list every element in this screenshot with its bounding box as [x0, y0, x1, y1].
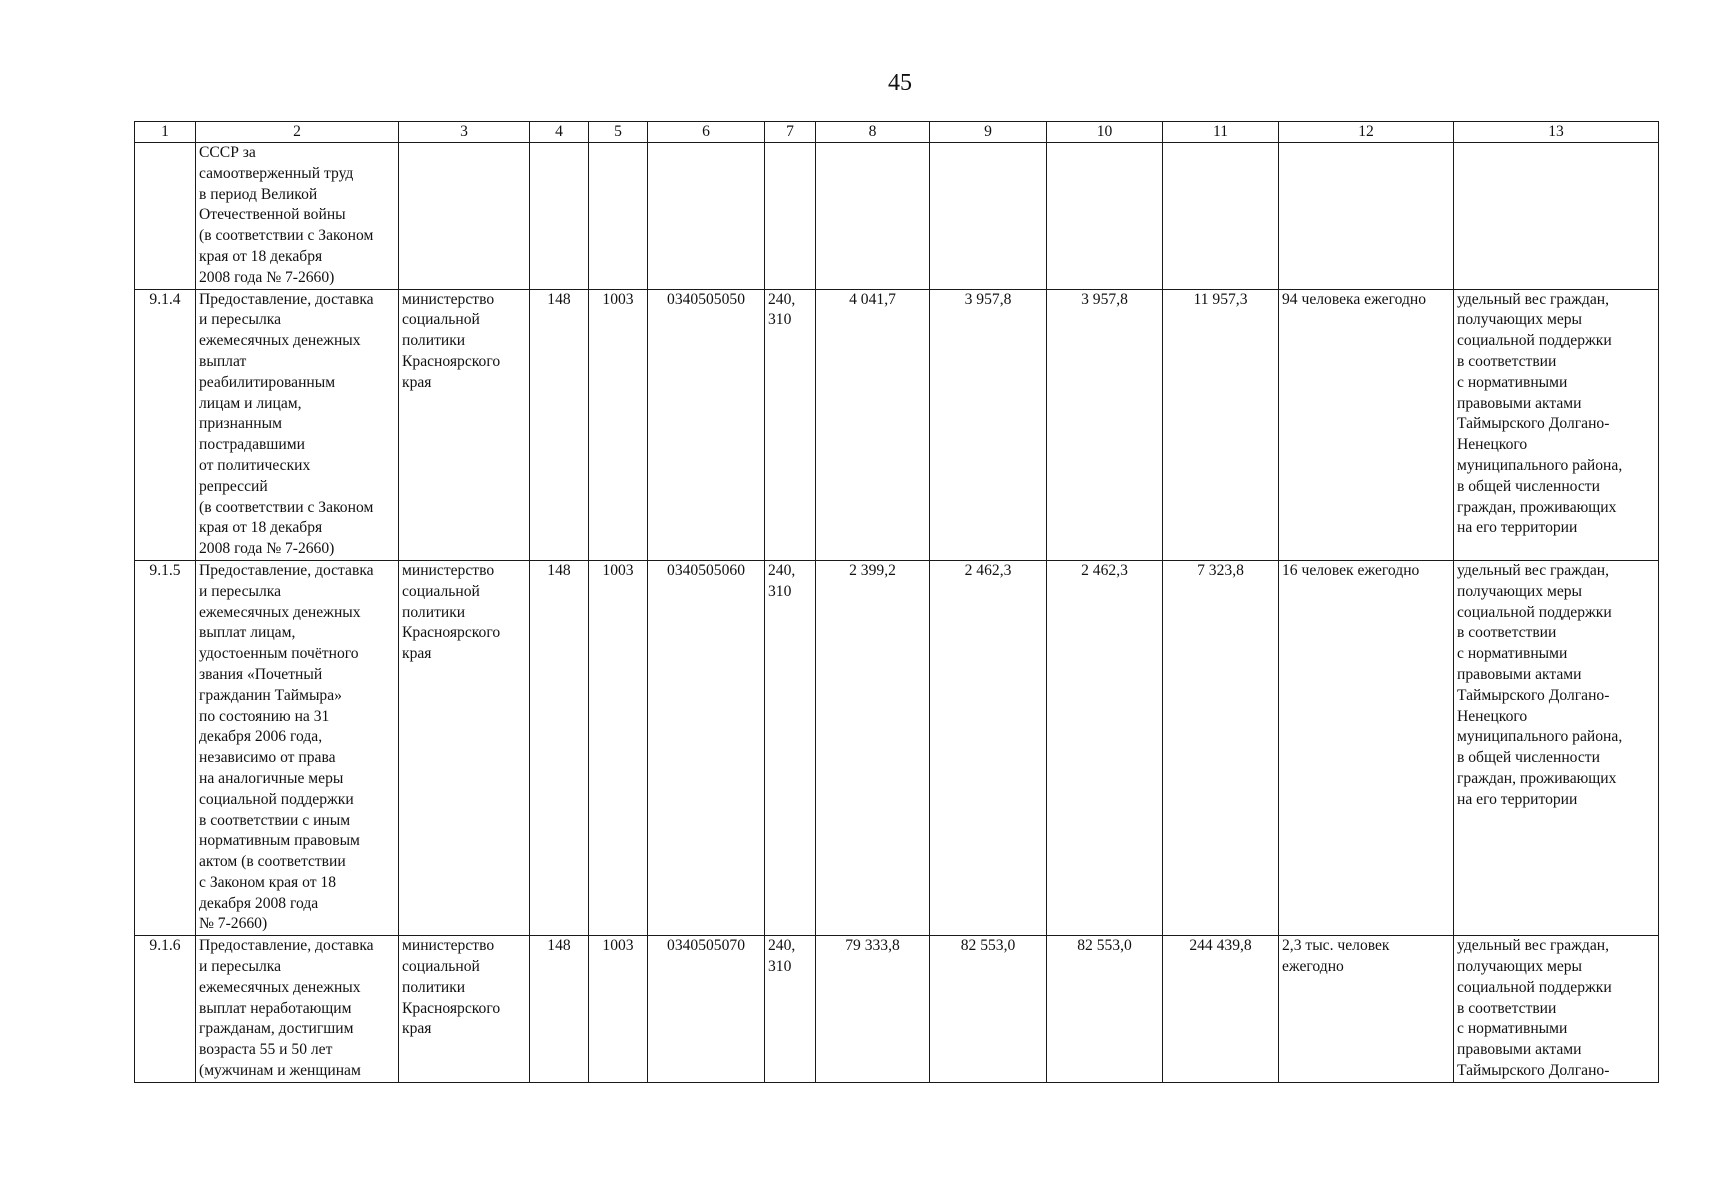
expense-type-cell-line: 240, [768, 290, 796, 308]
target-article-cell: 0340505060 [648, 560, 765, 935]
indicator-cell-line: с нормативными [1457, 645, 1568, 663]
page-number: 45 [888, 70, 912, 96]
executor-cell [399, 289, 530, 560]
measure-name-cell-line: 2008 года № 7-2660) [199, 540, 335, 558]
indicator-cell-line: Таймырского Долгано- [1457, 1062, 1610, 1080]
executor-cell-line: края [402, 645, 432, 663]
measure-name-cell-line: СССР за [199, 144, 256, 161]
measure-name-cell-line: Предоставление, доставка [199, 290, 374, 308]
measure-name-cell-line: признанным [199, 415, 282, 433]
executor-cell-line: министерство [402, 561, 495, 579]
indicator-cell-line: граждан, проживающих [1457, 498, 1617, 516]
measure-name-cell-line: края от 18 декабря [199, 519, 323, 537]
indicator-cell-line: получающих меры [1457, 311, 1583, 329]
executor-cell-line: Красноярского [402, 999, 501, 1017]
executor-cell-line: края [402, 373, 432, 391]
table-row [135, 560, 1659, 935]
section-code-cell [589, 143, 648, 290]
amount-total-cell: 244 439,8 [1163, 936, 1279, 1083]
amount-year1-cell: 4 041,7 [816, 289, 930, 560]
expected-result-cell [1279, 289, 1454, 560]
column-number-13: 13 [1454, 122, 1659, 143]
indicator-cell-line: получающих меры [1457, 582, 1583, 600]
expense-type-cell-line: 310 [768, 958, 792, 976]
executor-cell [399, 560, 530, 935]
item-number-cell [135, 143, 196, 290]
expense-type-cell [765, 289, 816, 560]
measure-name-cell-line: и пересылка [199, 582, 282, 600]
amount-year1-cell [816, 143, 930, 290]
indicator-cell-line: Таймырского Долгано- [1457, 415, 1610, 433]
measure-name-cell-line: с Законом края от 18 [199, 873, 337, 891]
executor-cell-line: политики [402, 603, 466, 621]
table-row [135, 289, 1659, 560]
expense-type-cell [765, 560, 816, 935]
section-code-cell: 1003 [589, 936, 648, 1083]
measure-name-cell-line: возраста 55 и 50 лет [199, 1041, 333, 1059]
amount-total-cell: 11 957,3 [1163, 289, 1279, 560]
amount-year1-cell: 2 399,2 [816, 560, 930, 935]
measure-name-cell [196, 560, 399, 935]
target-article-cell: 0340505070 [648, 936, 765, 1083]
measure-name-cell-line: лицам и лицам, [199, 394, 302, 412]
amount-year3-cell: 2 462,3 [1047, 560, 1163, 935]
indicator-cell-line: Ненецкого [1457, 707, 1528, 725]
measure-name-cell-line: декабря 2008 года [199, 894, 319, 912]
executor-cell-line: Красноярского [402, 624, 501, 642]
indicator-cell [1454, 560, 1659, 935]
measure-name-cell-line: ежемесячных денежных [199, 603, 361, 621]
table-row [135, 143, 1659, 290]
measure-name-cell-line: (в соответствии с Законом [199, 227, 374, 245]
indicator-cell-line: в соответствии [1457, 352, 1557, 370]
executor-cell-line: социальной [402, 958, 480, 976]
measure-name-cell [196, 143, 399, 290]
item-number-cell: 9.1.6 [135, 936, 196, 1083]
indicator-cell-line: на его территории [1457, 790, 1578, 808]
measure-name-cell-line: социальной поддержки [199, 790, 354, 808]
indicator-cell-line: получающих меры [1457, 958, 1583, 976]
column-number-3: 3 [399, 122, 530, 143]
amount-year2-cell: 82 553,0 [930, 936, 1047, 1083]
executor-cell [399, 936, 530, 1083]
measure-name-cell-line: декабря 2006 года, [199, 728, 323, 746]
expected-result-cell-line: 2,3 тыс. человек [1282, 937, 1390, 955]
measure-name-cell-line: независимо от права [199, 749, 336, 767]
amount-year3-cell: 3 957,8 [1047, 289, 1163, 560]
indicator-cell-line: в общей численности [1457, 477, 1600, 495]
indicator-cell-line: с нормативными [1457, 373, 1568, 391]
expected-result-cell [1279, 143, 1454, 290]
measure-name-cell-line: (в соответствии с Законом [199, 498, 374, 516]
expected-result-cell [1279, 936, 1454, 1083]
measure-name-cell-line: 2008 года № 7-2660) [199, 268, 335, 286]
item-number-cell: 9.1.4 [135, 289, 196, 560]
indicator-cell-line: правовыми актами [1457, 1041, 1582, 1059]
measure-name-cell-line: выплат лицам, [199, 624, 296, 642]
indicator-cell-line: удельный вес граждан, [1457, 937, 1610, 955]
expense-type-cell [765, 936, 816, 1083]
column-number-10: 10 [1047, 122, 1163, 143]
expense-type-cell [765, 143, 816, 290]
column-number-8: 8 [816, 122, 930, 143]
measure-name-cell-line: на аналогичные меры [199, 769, 344, 787]
measure-name-cell-line: нормативным правовым [199, 832, 360, 850]
table-body [135, 143, 1659, 1083]
measure-name-cell-line: гражданам, достигшим [199, 1020, 354, 1038]
measure-name-cell [196, 936, 399, 1083]
grbs-code-cell: 148 [530, 936, 589, 1083]
amount-total-cell: 7 323,8 [1163, 560, 1279, 935]
target-article-cell: 0340505050 [648, 289, 765, 560]
column-number-11: 11 [1163, 122, 1279, 143]
indicator-cell-line: в соответствии [1457, 999, 1557, 1017]
indicator-cell-line: муниципального района, [1457, 456, 1623, 474]
column-number-9: 9 [930, 122, 1047, 143]
measure-name-cell-line: Отечественной войны [199, 206, 346, 224]
measure-name-cell-line: актом (в соответствии [199, 853, 346, 871]
indicator-cell-line: правовыми актами [1457, 665, 1582, 683]
executor-cell-line: Красноярского [402, 352, 501, 370]
column-number-4: 4 [530, 122, 589, 143]
measure-name-cell-line: по состоянию на 31 [199, 707, 330, 725]
measure-name-cell-line: гражданин Таймыра» [199, 686, 342, 704]
expense-type-cell-line: 310 [768, 582, 792, 600]
expense-type-cell-line: 240, [768, 561, 796, 579]
indicator-cell-line: в общей численности [1457, 749, 1600, 767]
indicator-cell [1454, 143, 1659, 290]
indicator-cell-line: муниципального района, [1457, 728, 1623, 746]
amount-year3-cell: 82 553,0 [1047, 936, 1163, 1083]
measure-name-cell-line: в соответствии с иным [199, 811, 351, 829]
measure-name-cell-line: звания «Почетный [199, 665, 323, 683]
expected-result-cell-line: 94 человека ежегодно [1282, 290, 1427, 308]
measure-name-cell-line: края от 18 декабря [199, 247, 323, 265]
measure-name-cell-line: № 7-2660) [199, 915, 268, 933]
indicator-cell-line: с нормативными [1457, 1020, 1568, 1038]
amount-year2-cell: 3 957,8 [930, 289, 1047, 560]
measure-name-cell-line: Предоставление, доставка [199, 561, 374, 579]
column-number-2: 2 [196, 122, 399, 143]
amount-year2-cell: 2 462,3 [930, 560, 1047, 935]
expected-result-cell-line: 16 человек ежегодно [1282, 561, 1420, 579]
measure-name-cell-line: выплат неработающим [199, 999, 352, 1017]
expense-type-cell-line: 310 [768, 311, 792, 329]
column-number-6: 6 [648, 122, 765, 143]
executor-cell-line: социальной [402, 311, 480, 329]
measure-name-cell-line: ежемесячных денежных [199, 332, 361, 350]
executor-cell-line: министерство [402, 937, 495, 955]
measure-name-cell-line: выплат [199, 352, 247, 370]
indicator-cell-line: социальной поддержки [1457, 332, 1612, 350]
column-number-1: 1 [135, 122, 196, 143]
indicator-cell-line: удельный вес граждан, [1457, 290, 1610, 308]
indicator-cell-line: граждан, проживающих [1457, 769, 1617, 787]
target-article-cell [648, 143, 765, 290]
table-row [135, 936, 1659, 1083]
indicator-cell-line: Ненецкого [1457, 436, 1528, 454]
grbs-code-cell: 148 [530, 560, 589, 935]
measure-name-cell-line: (мужчинам и женщинам [199, 1062, 361, 1080]
amount-year2-cell [930, 143, 1047, 290]
executor-cell-line: края [402, 1020, 432, 1038]
section-code-cell: 1003 [589, 560, 648, 935]
expense-type-cell-line: 240, [768, 937, 796, 955]
indicator-cell-line: социальной поддержки [1457, 603, 1612, 621]
amount-year1-cell: 79 333,8 [816, 936, 930, 1083]
measure-name-cell-line: репрессий [199, 477, 268, 495]
executor-cell [399, 143, 530, 290]
indicator-cell [1454, 936, 1659, 1083]
measure-name-cell-line: от политических [199, 456, 311, 474]
measure-name-cell-line: Предоставление, доставка [199, 937, 374, 955]
column-number-5: 5 [589, 122, 648, 143]
measure-name-cell-line: самоотверженный труд [199, 164, 354, 182]
measure-name-cell-line: реабилитированным [199, 373, 336, 391]
column-number-header-row [135, 122, 1659, 143]
section-code-cell: 1003 [589, 289, 648, 560]
indicator-cell-line: в соответствии [1457, 624, 1557, 642]
measure-name-cell-line: и пересылка [199, 958, 282, 976]
measure-name-cell-line: и пересылка [199, 311, 282, 329]
expected-result-cell-line: ежегодно [1282, 958, 1344, 976]
amount-total-cell [1163, 143, 1279, 290]
executor-cell-line: политики [402, 978, 466, 996]
column-number-12: 12 [1279, 122, 1454, 143]
indicator-cell-line: правовыми актами [1457, 394, 1582, 412]
grbs-code-cell: 148 [530, 289, 589, 560]
item-number-cell: 9.1.5 [135, 560, 196, 935]
indicator-cell-line: на его территории [1457, 519, 1578, 537]
measure-name-cell-line: пострадавшими [199, 436, 305, 454]
column-number-7: 7 [765, 122, 816, 143]
measure-name-cell-line: в период Великой [199, 185, 318, 203]
measure-name-cell [196, 289, 399, 560]
indicator-cell-line: социальной поддержки [1457, 978, 1612, 996]
executor-cell-line: политики [402, 332, 466, 350]
measure-name-cell-line: удостоенным почётного [199, 645, 359, 663]
executor-cell-line: министерство [402, 290, 495, 308]
indicator-cell-line: Таймырского Долгано- [1457, 686, 1610, 704]
indicator-cell-line: удельный вес граждан, [1457, 561, 1610, 579]
executor-cell-line: социальной [402, 582, 480, 600]
indicator-cell [1454, 289, 1659, 560]
grbs-code-cell [530, 143, 589, 290]
measure-name-cell-line: ежемесячных денежных [199, 978, 361, 996]
program-table [134, 121, 1659, 1083]
expected-result-cell [1279, 560, 1454, 935]
amount-year3-cell [1047, 143, 1163, 290]
